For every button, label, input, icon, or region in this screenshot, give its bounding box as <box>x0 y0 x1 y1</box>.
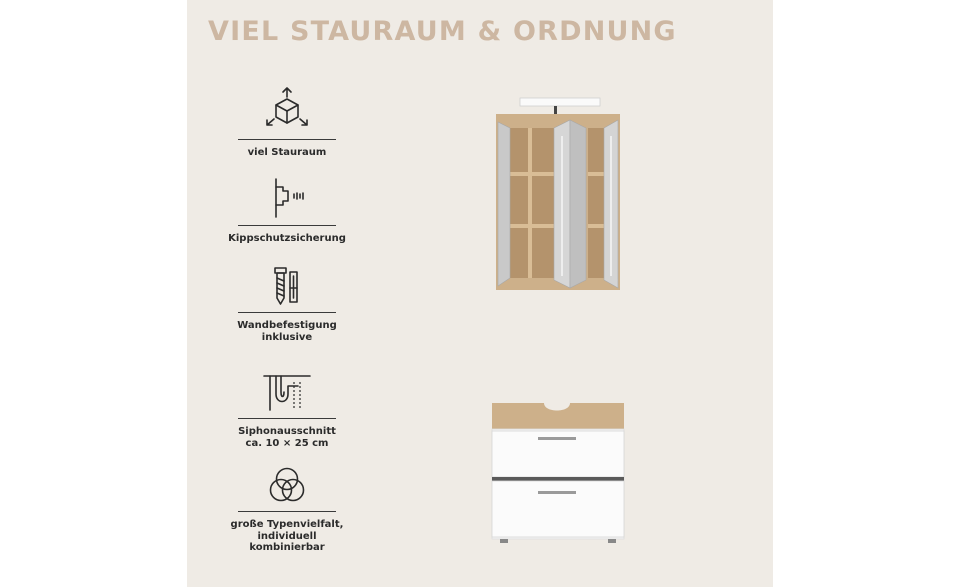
feature-label: Kippschutzsicherung <box>228 233 346 244</box>
feature-siphon-cutout <box>222 370 352 449</box>
page-heading: VIEL STAURAUM & ORDNUNG <box>208 16 677 47</box>
feature-wall-mounting <box>222 264 352 343</box>
feature-tip-protection <box>222 173 352 245</box>
feature-label: viel Stauraum <box>247 147 327 158</box>
feature-divider <box>238 312 336 313</box>
feature-label: Wandbefestigung inklusive <box>237 320 337 343</box>
siphon-icon <box>260 370 314 414</box>
feature-type-variety <box>222 465 352 554</box>
box-arrows-icon <box>262 85 312 135</box>
feature-divider <box>238 225 336 226</box>
vanity-base-cabinet-image <box>490 401 626 545</box>
overlapping-circles-icon <box>262 465 312 507</box>
feature-divider <box>238 511 336 512</box>
mirror-cabinet-image <box>490 96 626 294</box>
tip-over-protection-icon <box>262 173 312 221</box>
feature-divider <box>238 139 336 140</box>
feature-divider <box>238 418 336 419</box>
feature-label: Siphonausschnitt ca. 10 × 25 cm <box>238 426 336 449</box>
screw-anchor-icon <box>262 264 312 308</box>
feature-storage <box>222 85 352 159</box>
feature-label: große Typenvielfalt, individuell kombinierbar <box>230 519 344 553</box>
